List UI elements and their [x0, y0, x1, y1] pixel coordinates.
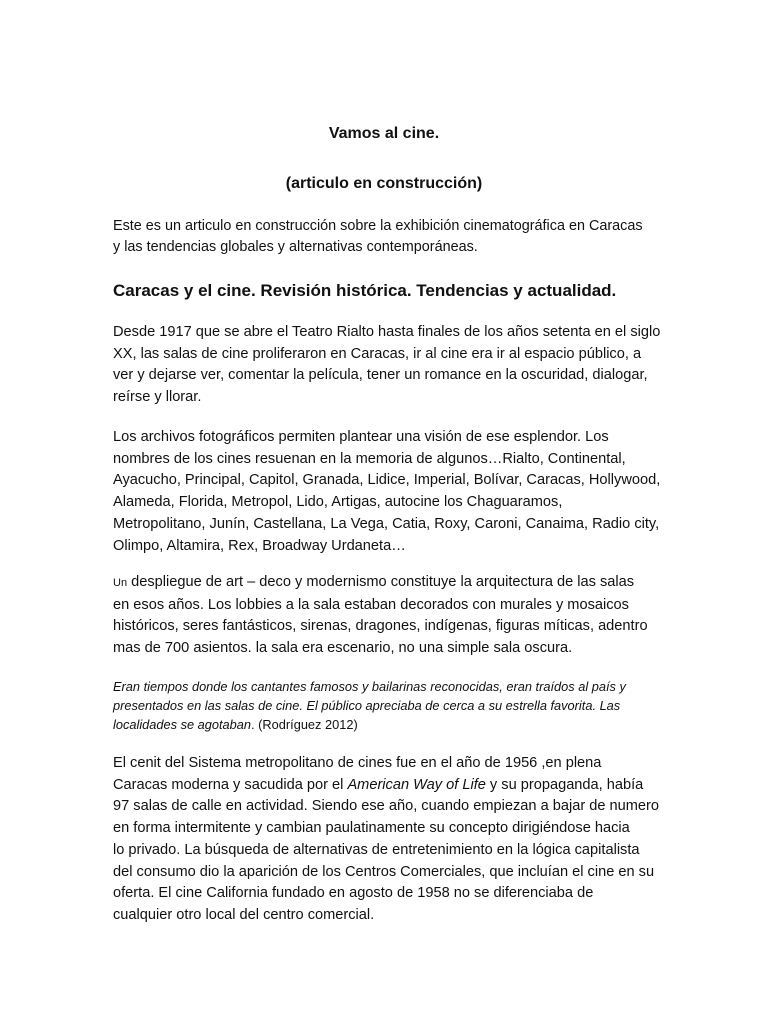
paragraph-text: Caracas moderna y sacudida por el: [113, 776, 348, 793]
paragraph-line: [113, 775, 663, 797]
paragraph-line: en esos años. Los lobbies a la sala estaban decorados con murales y mosaicos: [113, 596, 629, 613]
paragraph-line-rest: despliegue de art – deco y modernismo constituye la arquitectura de las salas: [127, 574, 635, 590]
quote-line: [113, 715, 658, 734]
paragraph-line: en forma intermitente y cambian paulatinamente su concepto dirigiéndose hacia: [113, 820, 630, 837]
document-subtitle: (articulo en construcción): [285, 175, 483, 192]
paragraph-line: El cenit del Sistema metropolitano de cines fue en el año de 1956 ,en plena: [113, 755, 602, 771]
intro-paragraph: [113, 216, 658, 258]
quote-text: localidades se agotaban: [113, 717, 252, 732]
paragraph-line: Ayacucho, Principal, Capitol, Granada, Lidice, Imperial, Bolívar, Caracas, Hollywood,: [113, 472, 661, 489]
paragraph-line: del consumo dio la aparición de los Centros Comerciales, que incluían el cine en su: [113, 863, 655, 880]
paragraph-line: Alameda, Florida, Metropol, Lido, Artigas, autocine los Chaguaramos,: [113, 494, 563, 511]
paragraph-line: XX, las salas de cine proliferaron en Caracas, ir al cine era ir al espacio público, a: [113, 345, 642, 362]
paragraph-line: Desde 1917 que se abre el Teatro Rialto hasta finales de los años setenta en el siglo: [113, 324, 661, 340]
paragraph-lead-word: Un: [113, 577, 128, 589]
quote-text: presentados en las salas de cine. El público apreciaba de cerca a su estrella favorita. Las: [113, 698, 621, 713]
paragraph-line: Olimpo, Altamira, Rex, Broadway Urdaneta…: [113, 537, 406, 554]
paragraph-line: [113, 572, 663, 595]
quote-citation: . (Rodríguez 2012): [251, 717, 358, 732]
paragraph-line: cualquier otro local del centro comercial.: [113, 906, 375, 923]
document-title: Vamos al cine.: [328, 125, 440, 142]
intro-line: Este es un articulo en construcción sobre la exhibición cinematográfica en Caracas: [113, 218, 643, 234]
quote-block: [113, 677, 658, 734]
paragraph-line: Los archivos fotográficos permiten plantear una visión de ese esplendor. Los: [113, 429, 609, 445]
paragraph-history: [113, 322, 663, 409]
paragraph-line: 97 salas de calle en actividad. Siendo ese año, cuando empiezan a bajar de numero: [113, 798, 660, 815]
section-heading: Caracas y el cine. Revisión histórica. Tendencias y actualidad.: [113, 281, 617, 300]
paragraph-line: oferta. El cine California fundado en agosto de 1958 no se diferenciaba de: [113, 885, 594, 902]
paragraph-text: y su propaganda, había: [485, 776, 644, 793]
paragraph-line: mas de 700 asientos. la sala era escenario, no una simple sala oscura.: [113, 640, 573, 657]
paragraph-italic-phrase: American Way of Life: [347, 776, 486, 793]
intro-line: y las tendencias globales y alternativas contemporáneas.: [113, 239, 478, 255]
paragraph-cinema-names: [113, 427, 663, 557]
paragraph-line: reírse y llorar.: [113, 389, 202, 406]
paragraph-architecture: [113, 572, 663, 660]
paragraph-line: Metropolitano, Junín, Castellana, La Vega, Catia, Roxy, Caroni, Canaima, Radio city,: [113, 515, 660, 532]
quote-text: Eran tiempos donde los cantantes famosos y bailarinas reconocidas, eran traídos al país y: [113, 679, 626, 694]
paragraph-line: históricos, seres fantásticos, sirenas, dragones, indígenas, figuras míticas, adentro: [113, 618, 648, 635]
quote-line: [113, 677, 658, 696]
quote-line: [113, 696, 658, 715]
paragraph-line: ver y dejarse ver, comentar la película, tener un romance en la oscuridad, dialogar,: [113, 367, 648, 384]
paragraph-zenith: [113, 753, 663, 927]
paragraph-line: nombres de los cines resuenan en la memoria de algunos…Rialto, Continental,: [113, 450, 626, 467]
paragraph-line: lo privado. La búsqueda de alternativas de entretenimiento en la lógica capitalista: [113, 841, 640, 858]
